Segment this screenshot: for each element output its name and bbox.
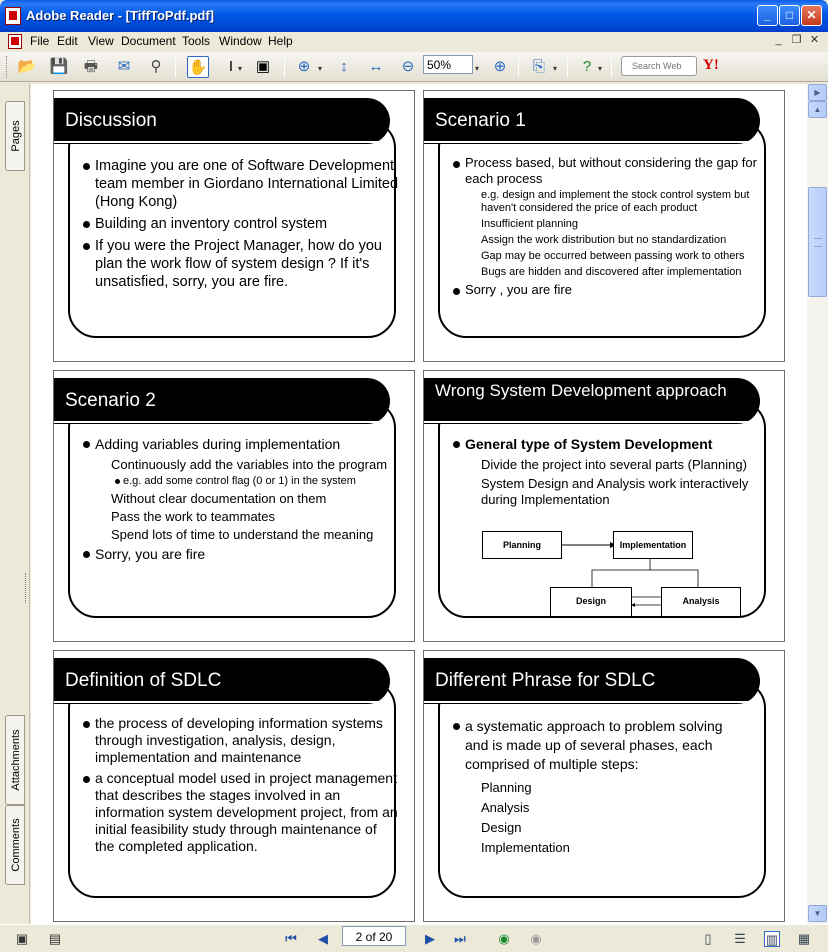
doc-restore-icon[interactable]: ❐ xyxy=(791,34,802,46)
doc-close-icon[interactable]: ✕ xyxy=(809,34,820,46)
connector-line xyxy=(650,570,698,587)
sub-bullet: Insufficient planning xyxy=(481,218,579,230)
sub-bullet: Pass the work to teammates xyxy=(111,509,276,524)
bullet: the process of developing information systems through investigation, analysis, design, implementation and maintenance xyxy=(81,715,399,766)
bullet: Process based, but without considering the gap for each process xyxy=(451,155,769,187)
separator xyxy=(611,57,612,77)
sub-bullet: Implementation xyxy=(481,840,570,855)
slide-body xyxy=(451,155,769,302)
sub-bullet: Spend lots of time to understand the meaning xyxy=(111,527,374,542)
slide-title: Different Phrase for SDLC xyxy=(435,670,656,691)
bullet: Building an inventory control system xyxy=(81,215,399,233)
slide-definition-sdlc xyxy=(53,650,415,922)
save-icon[interactable]: 💾 xyxy=(49,58,69,75)
menu-bar xyxy=(0,32,828,51)
bullet: a conceptual model used in project management that describes the stages involved in an information system development project, from an initial feasibility study through maintenance of the completed application. xyxy=(81,770,399,855)
slide-scenario-1 xyxy=(423,90,785,362)
navigation-pane xyxy=(0,83,30,925)
previous-view-icon[interactable]: ◉ xyxy=(498,931,510,946)
facing-pages-icon[interactable]: ▥ xyxy=(765,932,779,947)
search-web-input[interactable] xyxy=(621,56,697,76)
document-icon[interactable] xyxy=(8,34,22,49)
menu-help[interactable]: Help xyxy=(268,34,293,48)
slide-body xyxy=(81,715,399,859)
help-icon[interactable]: ? xyxy=(582,58,592,75)
chevron-down-icon[interactable]: ▾ xyxy=(238,64,243,73)
rotate-view-icon[interactable]: ⎘ xyxy=(532,58,545,75)
separator xyxy=(175,57,176,77)
slide-title-bar xyxy=(54,378,390,424)
sub-bullet: e.g. design and implement the stock control system but haven't considered the price of each product xyxy=(481,189,750,214)
title-underline xyxy=(424,701,760,703)
previous-page-icon[interactable]: ◀ xyxy=(318,931,328,946)
email-icon[interactable]: ✉ xyxy=(117,58,131,75)
next-view-icon[interactable]: ◉ xyxy=(530,931,542,946)
scroll-thumb[interactable] xyxy=(808,187,827,297)
snapshot-icon[interactable]: ▣ xyxy=(255,58,271,75)
zoom-out-icon[interactable]: ⊖ xyxy=(401,58,415,75)
menu-document[interactable]: Document xyxy=(121,34,176,48)
slide-discussion xyxy=(53,90,415,362)
sub-bullet: Analysis xyxy=(481,800,530,815)
sub-bullet: Continuously add the variables into the program xyxy=(111,457,388,472)
hand-tool-icon[interactable]: ✋ xyxy=(187,56,209,78)
bullet: Sorry, you are fire xyxy=(81,545,399,563)
vertical-scrollbar[interactable] xyxy=(807,84,828,924)
minimize-button[interactable]: _ xyxy=(757,5,778,26)
title-underline xyxy=(54,141,390,143)
print-icon[interactable]: 🖶 xyxy=(83,58,99,75)
slide-title-bar xyxy=(424,658,760,704)
yahoo-logo[interactable]: Y! xyxy=(703,57,719,73)
slide-title: Definition of SDLC xyxy=(65,670,222,691)
slide-body xyxy=(451,717,741,858)
actual-size-icon[interactable]: ↕ xyxy=(340,58,348,75)
sub-bullet: Assign the work distribution but no standardization xyxy=(481,234,727,246)
last-page-icon[interactable]: ⏭ xyxy=(454,931,466,946)
menu-view[interactable]: View xyxy=(88,34,114,48)
continuous-icon[interactable]: ☰ xyxy=(734,931,746,946)
pdf-page xyxy=(31,84,807,924)
slide-different-phrase xyxy=(423,650,785,922)
chevron-down-icon[interactable]: ▾ xyxy=(598,64,603,73)
zoom-in-icon[interactable]: ⊕ xyxy=(493,58,507,75)
chevron-down-icon[interactable]: ▾ xyxy=(475,64,480,73)
pane-splitter[interactable] xyxy=(25,573,27,603)
page-size-icon[interactable]: ▤ xyxy=(48,931,62,946)
menu-file[interactable]: File xyxy=(30,34,50,48)
close-button[interactable]: ✕ xyxy=(801,5,822,26)
sub-bullet: Design xyxy=(481,820,522,835)
sub-bullet: System Design and Analysis work interactively during Implementation xyxy=(481,476,749,507)
doc-minimize-icon[interactable]: _ xyxy=(775,34,782,46)
slide-title: Scenario 1 xyxy=(435,110,526,131)
bullet: General type of System Development xyxy=(451,435,769,453)
sub-sub-bullet: e.g. add some control flag (0 or 1) in the system xyxy=(81,475,399,488)
diagram-box-planning: Planning xyxy=(482,531,562,559)
slide-title-bar xyxy=(54,98,390,144)
separator xyxy=(518,57,519,77)
sub-bullet: Planning xyxy=(481,780,532,795)
window-title: Adobe Reader - [TiffToPdf.pdf] xyxy=(26,8,214,23)
title-underline xyxy=(54,701,390,703)
bullet: If you were the Project Manager, how do you plan the work flow of system design ? If it's unsatisfied, sorry, you are fire. xyxy=(81,237,399,291)
slide-wrong-approach xyxy=(423,370,785,642)
fit-width-icon[interactable]: ↔ xyxy=(368,58,384,75)
open-folder-icon[interactable]: 📂 xyxy=(17,58,37,75)
sub-bullet: Divide the project into several parts (Planning) xyxy=(481,457,747,472)
diagram-box-analysis: Analysis xyxy=(661,587,741,617)
sub-bullet: Gap may be occurred between passing work to others xyxy=(481,250,745,262)
chevron-down-icon[interactable]: ▾ xyxy=(318,64,323,73)
status-bar xyxy=(0,924,828,952)
diagram-box-implementation: Implementation xyxy=(613,531,693,559)
tab-attachments-label: Attachments xyxy=(10,729,22,791)
menu-tools[interactable]: Tools xyxy=(182,34,211,48)
continuous-facing-icon[interactable]: ▦ xyxy=(797,931,811,946)
slide-scenario-2 xyxy=(53,370,415,642)
document-view xyxy=(31,84,807,924)
bullet: Imagine you are one of Software Development team member in Giordano International Limited (Hong Kong) xyxy=(81,157,399,211)
toolbar-grip[interactable] xyxy=(6,56,9,78)
bullet: Sorry , you are fire xyxy=(451,282,769,298)
slide-title: Wrong System Development approach xyxy=(435,381,727,400)
separator xyxy=(284,57,285,77)
tab-comments[interactable] xyxy=(5,805,25,885)
title-underline xyxy=(54,421,390,423)
adobe-reader-icon[interactable] xyxy=(5,7,21,25)
slide-body xyxy=(81,435,399,567)
sub-bullet: Bugs are hidden and discovered after implementation xyxy=(481,266,742,278)
tab-pages[interactable] xyxy=(5,101,25,171)
first-page-icon[interactable]: ⏮ xyxy=(285,931,297,946)
search-binoculars-icon[interactable]: ⚲ xyxy=(150,58,162,75)
tab-attachments[interactable] xyxy=(5,715,25,805)
menu-edit[interactable]: Edit xyxy=(57,34,78,48)
slide-body xyxy=(81,157,399,295)
single-page-icon[interactable]: ▯ xyxy=(704,931,712,946)
nav-pane-toggle-icon[interactable]: ▣ xyxy=(15,931,29,946)
scroll-down-icon[interactable]: ▼ xyxy=(808,905,827,922)
chevron-down-icon[interactable]: ▾ xyxy=(553,64,558,73)
slide-title-bar xyxy=(54,658,390,704)
slide-title: Scenario 2 xyxy=(65,390,156,411)
title-bar xyxy=(0,0,828,32)
tab-comments-label: Comments xyxy=(10,818,22,872)
scroll-up-icon[interactable]: ▲ xyxy=(808,101,827,118)
zoom-level-field[interactable] xyxy=(423,55,473,74)
title-underline xyxy=(424,141,760,143)
zoom-in-tool-icon[interactable]: ⊕ xyxy=(297,58,311,75)
separator xyxy=(567,57,568,77)
tab-pages-label: Pages xyxy=(10,120,22,152)
slide-title-bar xyxy=(424,98,760,144)
next-page-icon[interactable]: ▶ xyxy=(425,931,435,946)
bullet: Adding variables during implementation xyxy=(81,435,399,453)
page-number-field[interactable] xyxy=(342,926,406,946)
select-text-icon[interactable]: I xyxy=(228,58,234,75)
connector-line xyxy=(592,558,650,587)
bullet: a systematic approach to problem solving and is made up of several phases, each comprised of multiple steps: xyxy=(451,717,741,774)
scroll-arrow-right-icon[interactable]: ▶ xyxy=(808,84,827,101)
menu-window[interactable]: Window xyxy=(219,34,262,48)
diagram-box-design: Design xyxy=(550,587,632,617)
maximize-button[interactable]: □ xyxy=(779,5,800,26)
sub-bullet: Without clear documentation on them xyxy=(111,491,327,506)
slide-title: Discussion xyxy=(65,110,157,131)
